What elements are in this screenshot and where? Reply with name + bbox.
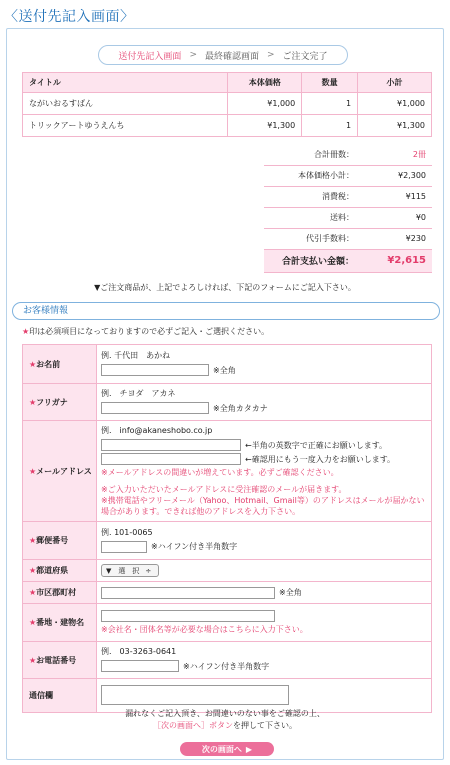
summary-cod-value: ¥230: [372, 228, 432, 249]
field-label-name: [23, 345, 97, 384]
cart-table: [22, 72, 432, 137]
cell-price: ¥1,300: [228, 115, 302, 137]
required-star-icon: ★: [29, 566, 37, 575]
label-text: 都道府県: [36, 566, 69, 575]
required-star-icon: ★: [29, 655, 37, 665]
field-label-city: [23, 582, 97, 604]
customer-form: [22, 344, 432, 713]
column-price: 本体価格: [228, 73, 302, 93]
phone-input[interactable]: [101, 660, 179, 672]
summary-total-row: [264, 249, 432, 272]
table-row: [23, 93, 432, 115]
zip-example: 例. 101-0065: [101, 527, 153, 537]
field-cell-name: [97, 345, 432, 384]
required-note-text: 印は必須項目になっておりますので必ずご記入・ご選択ください。: [29, 327, 270, 336]
field-cell-pref: [97, 560, 432, 582]
label-text: お電話番号: [36, 655, 77, 665]
zip-hint: ※ハイフン付き半角数字: [151, 542, 238, 551]
cart-header-row: [23, 73, 432, 93]
required-star-icon: ★: [29, 466, 37, 476]
step-complete: ご注文完了: [282, 51, 328, 62]
phone-example: 例. 03-3263-0641: [101, 647, 177, 656]
form-row-pref: [23, 560, 432, 582]
form-row-city: [23, 582, 432, 604]
form-row-zip: [23, 522, 432, 560]
required-star-icon: ★: [29, 536, 37, 545]
memo-textarea[interactable]: [101, 685, 289, 705]
name-hint: ※全角: [213, 365, 236, 375]
cell-title: ながいおるすばん: [23, 93, 228, 115]
summary-row: [264, 144, 432, 165]
field-label-furigana: [23, 384, 97, 421]
required-star-icon: ★: [29, 588, 37, 597]
field-label-address: [23, 604, 97, 642]
field-cell-city: [97, 582, 432, 604]
required-note: [22, 326, 269, 337]
required-star-icon: ★: [22, 327, 30, 336]
play-icon: ▶: [245, 744, 253, 754]
summary-cod-label: 代引手数料：: [264, 228, 372, 249]
cell-price: ¥1,000: [228, 93, 302, 115]
furigana-hint: ※全角カタカナ: [213, 403, 268, 413]
field-cell-address: [97, 604, 432, 642]
label-text: お名前: [36, 359, 61, 369]
field-cell-furigana: [97, 384, 432, 421]
zip-input[interactable]: [101, 541, 147, 553]
summary-row: [264, 207, 432, 228]
summary-shipping-value: ¥0: [372, 207, 432, 228]
form-row-address: [23, 604, 432, 642]
field-label-phone: [23, 642, 97, 679]
step-current: 送付先記入画面: [118, 51, 182, 62]
summary-tax-value: ¥115: [372, 186, 432, 207]
cell-qty: 1: [302, 115, 358, 137]
required-star-icon: ★: [29, 618, 37, 627]
summary-row: [264, 186, 432, 207]
field-label-pref: [23, 560, 97, 582]
footer-line1: 漏れなくご記入頂き、お間違いのない事をご確認の上、: [125, 709, 325, 718]
name-input[interactable]: [101, 364, 209, 376]
column-qty: 数量: [302, 73, 358, 93]
summary-total-label: 合計支払い金額：: [264, 249, 372, 272]
page-title: 〈送付先記入画面〉: [4, 9, 135, 25]
address-input[interactable]: [101, 610, 275, 622]
label-text: 番地・建物名: [36, 618, 85, 627]
table-row: [23, 115, 432, 137]
next-button-label: 次の画面へ: [201, 744, 242, 754]
footer-line2-tail: を押して下さい。: [233, 721, 297, 730]
summary-row: [264, 165, 432, 186]
city-input[interactable]: [101, 587, 275, 599]
email-input[interactable]: [101, 439, 241, 451]
field-label-memo: 通信欄: [23, 679, 97, 713]
city-hint: ※全角: [279, 588, 302, 597]
summary-count-value: 2冊: [372, 144, 432, 165]
address-note: ※会社名・団体名等が必要な場合はこちらに入力下さい。: [101, 625, 308, 634]
field-cell-email: [97, 421, 432, 522]
summary-total-value: ¥2,615: [372, 249, 432, 272]
footer-next-link: ［次の画面へ］ボタン: [153, 721, 233, 730]
step-confirm: 最終確認画面: [204, 51, 259, 62]
field-cell-phone: [97, 642, 432, 679]
required-star-icon: ★: [29, 397, 37, 407]
summary-shipping-label: 送料：: [264, 207, 372, 228]
footer-note: [0, 708, 450, 732]
cell-subtotal: ¥1,000: [358, 93, 432, 115]
phone-hint: ※ハイフン付き半角数字: [183, 661, 270, 671]
prefecture-select-value: ▼ 選 択: [106, 566, 140, 575]
cell-qty: 1: [302, 93, 358, 115]
progress-steps: [98, 45, 348, 65]
email-notice: ※ご入力いただいたメールアドレスに受注確認のメールが届きます。: [101, 485, 347, 494]
column-title: タイトル: [23, 73, 228, 93]
field-label-zip: [23, 522, 97, 560]
summary-subtotal-label: 本体価格小計：: [264, 165, 372, 186]
summary-tax-label: 消費税：: [264, 186, 372, 207]
select-arrow-icon: ÷: [145, 566, 152, 575]
name-example: 例. 千代田 あかね: [101, 351, 171, 360]
email-example: 例. info@akaneshobo.co.jp: [101, 426, 213, 435]
summary-subtotal-value: ¥2,300: [372, 165, 432, 186]
email-hint: ←半角の英数字で正確にお願いします。: [245, 440, 388, 450]
email-confirm-hint: ←確認用にもう一度入力をお願いします。: [245, 454, 396, 464]
label-text: 市区郡町村: [36, 588, 77, 597]
next-screen-button[interactable]: [180, 742, 274, 756]
order-summary: [264, 144, 432, 273]
footer-line2: [0, 720, 450, 732]
summary-count-label: 合計冊数：: [264, 144, 372, 165]
form-row-furigana: [23, 384, 432, 421]
furigana-input[interactable]: [101, 402, 209, 414]
step-separator: >: [267, 50, 275, 60]
furigana-example: 例. チヨダ アカネ: [101, 389, 176, 398]
form-row-phone: [23, 642, 432, 679]
label-text: 郵便番号: [36, 536, 69, 545]
confirm-note: ▼ご注文商品が、上記でよろしければ、下記のフォームにご記入下さい。: [94, 283, 356, 292]
email-mobile-notice-cont: 場合があります。できれば他のアドレスを入力下さい。: [101, 507, 301, 516]
cell-subtotal: ¥1,300: [358, 115, 432, 137]
field-cell-zip: [97, 522, 432, 560]
email-confirm-input[interactable]: [101, 453, 241, 465]
section-heading-customer: お客様情報: [12, 302, 440, 320]
form-row-name: [23, 345, 432, 384]
cell-title: トリックアートゆうえんち: [23, 115, 228, 137]
column-subtotal: 小計: [358, 73, 432, 93]
summary-row: [264, 228, 432, 249]
email-warning: ※メールアドレスの間違いが増えています。必ずご確認ください。: [101, 468, 339, 477]
label-text: フリガナ: [36, 397, 68, 407]
required-star-icon: ★: [29, 359, 37, 369]
email-mobile-notice: ※携帯電話やフリーメール（Yahoo、Hotmail、Gmail等）のアドレスはメールが届かない: [101, 496, 425, 505]
step-separator: >: [189, 50, 197, 60]
label-text: メールアドレス: [36, 466, 92, 476]
form-row-email: [23, 421, 432, 522]
prefecture-select[interactable]: [101, 564, 159, 577]
field-label-email: [23, 421, 97, 522]
